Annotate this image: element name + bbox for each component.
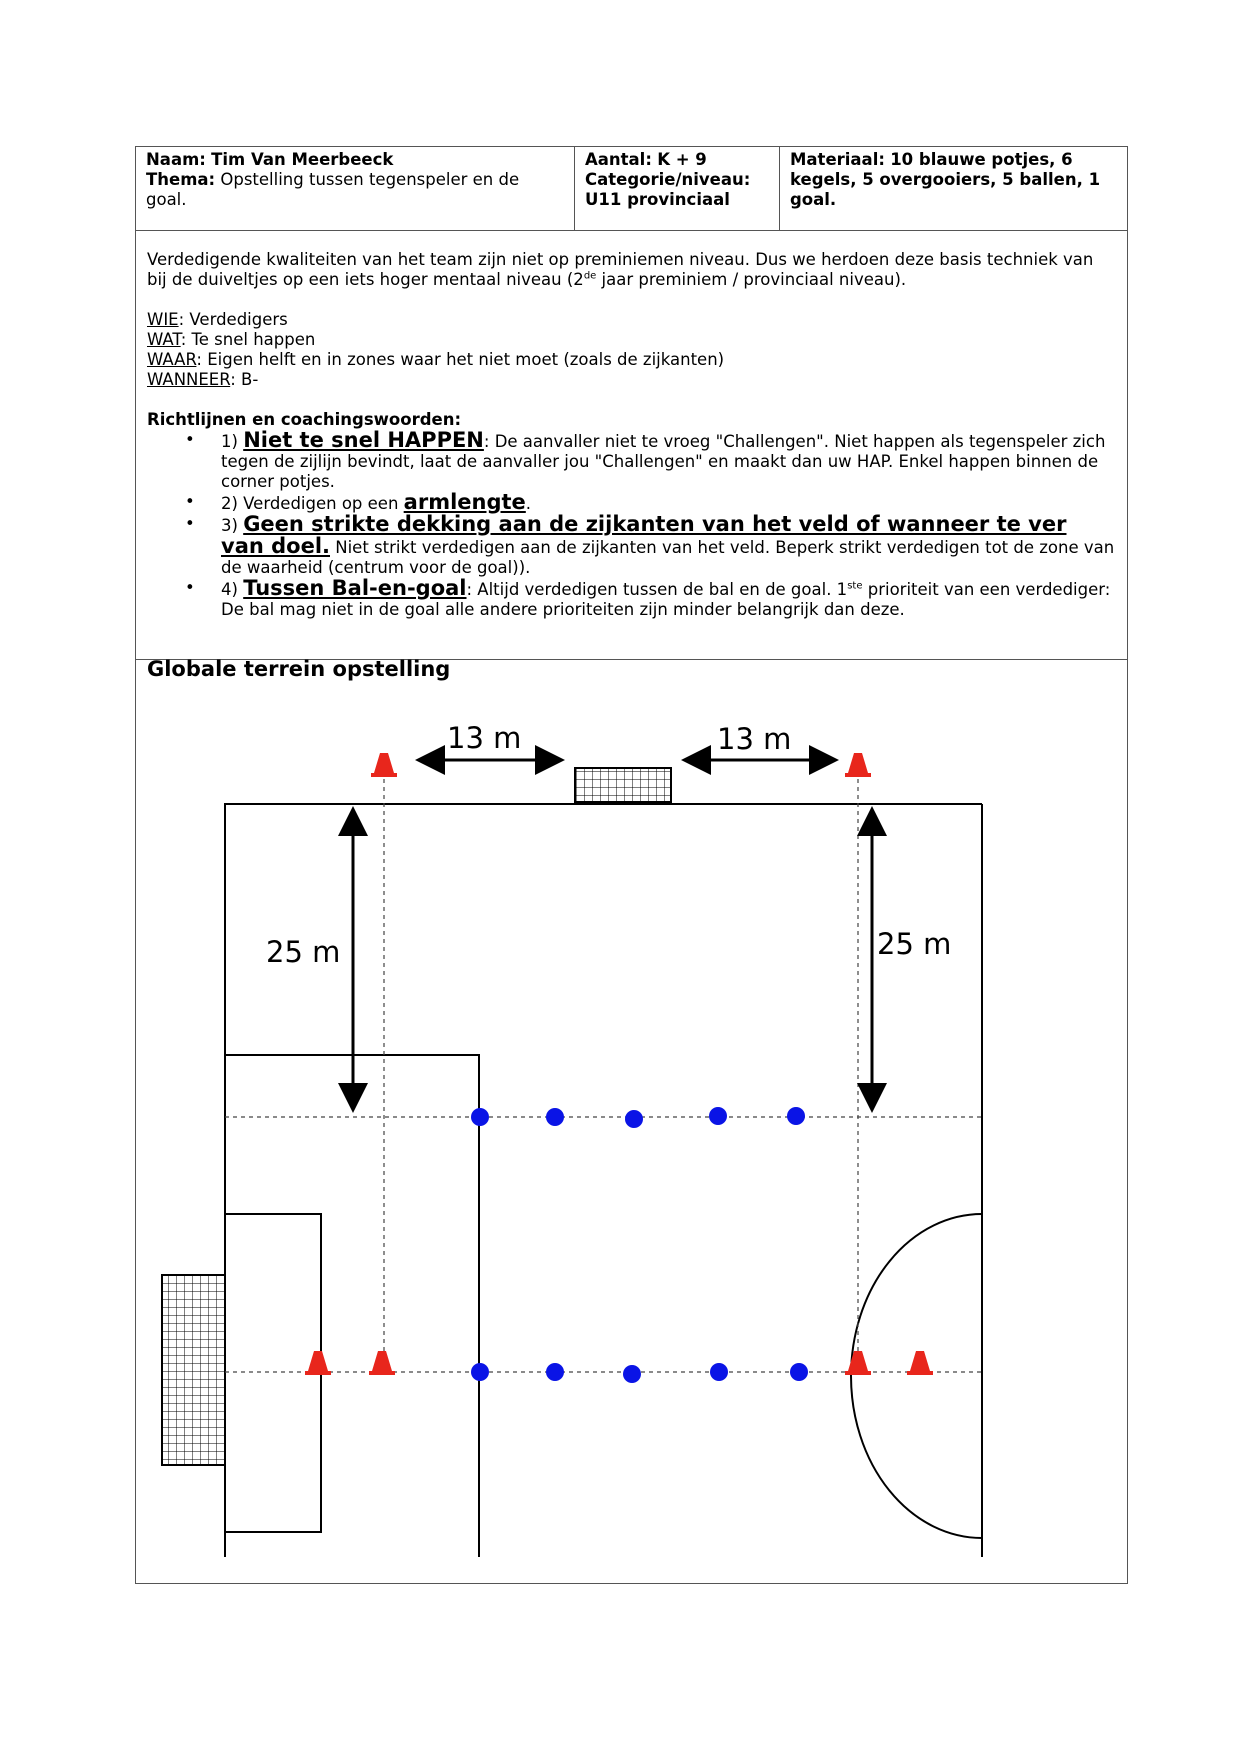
cones <box>305 753 933 1375</box>
list-item: • 1) Niet te snel HAPPEN: De aanvaller niet te vroeg "Challengen". Niet happen als tegenspeler zich tegen de zijlijn bevindt, laat de aanvaller jou "Challengen" en maakt dan uw HAP. Enkel happen binnen de corner potjes. <box>185 428 1106 491</box>
blue-pot <box>790 1363 808 1381</box>
blue-pot <box>623 1365 641 1383</box>
context-wanneer: WANNEER: B- <box>147 370 259 389</box>
material-value: 10 blauwe potjes, 6 kegels, 5 overgooiers, 5 ballen, 1 goal. <box>790 150 1101 209</box>
top-goal <box>575 768 671 802</box>
distance-arrows <box>353 760 872 1110</box>
blue-pot <box>709 1107 727 1125</box>
blue-pot <box>710 1363 728 1381</box>
blue-pots <box>471 1107 808 1383</box>
cone-marker <box>907 1351 933 1375</box>
label-left: 25 m <box>266 935 341 969</box>
count-label: Aantal: <box>585 150 652 169</box>
theme-label: Thema: <box>146 170 216 189</box>
label-top-left: 13 m <box>447 721 522 755</box>
cone-marker <box>845 753 871 777</box>
left-goal <box>162 1275 225 1465</box>
count-value: K + 9 <box>657 150 707 169</box>
blue-pot <box>471 1108 489 1126</box>
context-waar: WAAR: Eigen helft en in zones waar het niet moet (zoals de zijkanten) <box>147 350 725 369</box>
list-item: • 2) Verdedigen op een armlengte. <box>185 490 532 514</box>
blue-pot <box>471 1363 489 1381</box>
pitch-lines <box>225 804 982 1557</box>
cone-marker <box>369 1351 395 1375</box>
blue-pot <box>546 1363 564 1381</box>
cone-marker <box>845 1351 871 1375</box>
cone-marker <box>305 1351 331 1375</box>
label-right: 25 m <box>877 927 952 961</box>
category-label: Categorie/niveau: <box>585 170 751 189</box>
exercise-sheet <box>135 146 1128 1584</box>
theme-value: Opstelling tussen tegenspeler en de goal. <box>146 170 520 209</box>
label-top-right: 13 m <box>717 722 792 756</box>
blue-pot <box>625 1110 643 1128</box>
intro-line-1: Verdedigende kwaliteiten van het team zijn niet op preminiemen niveau. Dus we herdoen deze basis techniek van <box>147 250 1094 269</box>
context-wat: WAT: Te snel happen <box>147 330 316 349</box>
cone-marker <box>371 753 397 777</box>
blue-pot <box>787 1107 805 1125</box>
list-item: • 3) Geen strikte dekking aan de zijkanten van het veld of wanneer te ver van doel. Niet strikt verdedigen aan de zijkanten van het veld. Beperk strikt verdedigen tot de zone van de waarheid (centrum voor de goal)). <box>185 512 1115 577</box>
context-wie: WIE: Verdedigers <box>147 310 288 329</box>
guidelines-title: Richtlijnen en coachingswoorden: <box>147 410 462 429</box>
list-item: • 4) Tussen Bal-en-goal: Altijd verdedigen tussen de bal en de goal. 1ste prioriteit van een verdediger: De bal mag niet in de goal alle andere prioriteiten zijn minder belangrijk dan deze. <box>185 576 1111 619</box>
field-diagram <box>136 147 1129 1585</box>
material-label: Materiaal: <box>790 150 885 169</box>
name-value: Tim Van Meerbeeck <box>211 150 394 169</box>
intro-line-2: bij de duiveltjes op een iets hoger mentaal niveau (2de jaar preminiem / provinciaal niveau). <box>147 270 907 289</box>
dashed-lines <box>225 779 982 1376</box>
name-label: Naam: <box>146 150 206 169</box>
blue-pot <box>546 1108 564 1126</box>
category-value: U11 provinciaal <box>585 190 730 209</box>
section-title: Globale terrein opstelling <box>147 657 451 681</box>
